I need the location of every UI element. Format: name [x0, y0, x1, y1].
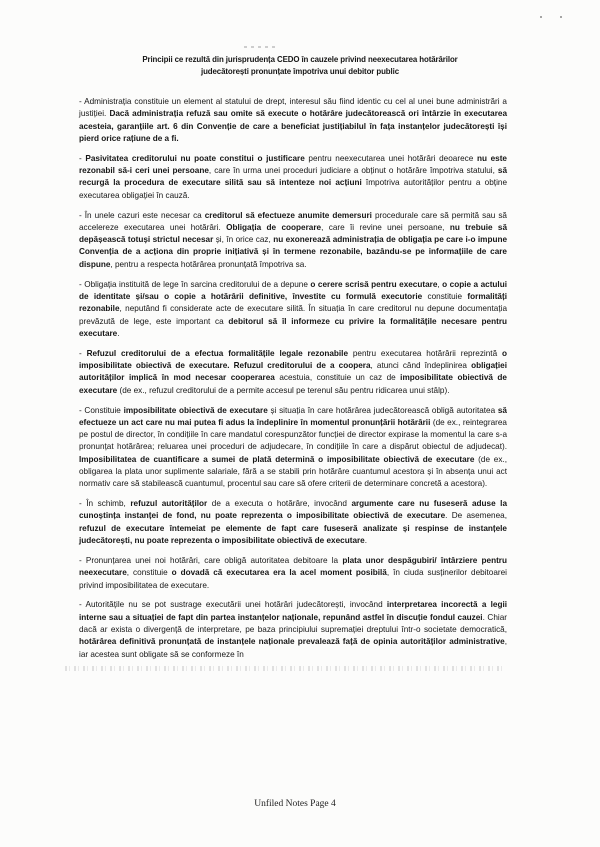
paragraph-3 — [79, 210, 507, 271]
bold-text-segment: Pasivitatea creditorului nu poate constitui o justificare — [85, 153, 305, 163]
bold-text-segment: creditorul să efectueze anumite demersuri — [204, 210, 372, 220]
bold-text-segment: Refuzul creditorului de a efectua formalitățile legale rezonabile — [86, 348, 349, 358]
bold-text-segment: obligației autorităților implică în mod necesar cooperarea — [79, 361, 507, 383]
paragraph-5 — [79, 348, 507, 397]
text-segment: (de ex., obligarea la plata unor suplimente salariale, fără a se stabili prin hotărâre cuantumul acestora și în absența unui act normativ care să stabilească cuantumul, procentul sau care să ofere criterii de determinare concretă a acestora). — [79, 454, 507, 489]
page-footer: Unfiled Notes Page 4 — [254, 799, 336, 809]
text-segment: împotriva autorităților pentru a obține executarea obligației în cauză. — [79, 178, 507, 200]
bold-text-segment: Imposibilitatea de cuantificare a sumei de plată determină o imposibilitate obiectivă de executare — [79, 454, 475, 464]
paragraph-4 — [79, 279, 507, 340]
paragraph-6 — [79, 405, 507, 491]
bold-text-segment: refuzul autorităților — [130, 499, 208, 509]
text-segment: . — [364, 536, 368, 546]
text-segment: (de ex., refuzul creditorului de a permite accesul pe terenul său pentru ridicarea unui stâlp). — [117, 385, 450, 395]
paragraph-8 — [79, 555, 507, 592]
bold-text-segment: hotărârea definitivă pronunțată de instanțele naționale prevalează față de opinia autorităților administrative — [79, 637, 505, 647]
bold-text-segment: nu este rezonabil să-i ceri unei persoane — [79, 153, 507, 176]
text-segment: - — [79, 153, 86, 163]
text-segment: , iar acestea sunt obligate să se conformeze în — [79, 637, 507, 659]
text-segment: de a executa o hotărâre, invocând — [207, 499, 352, 509]
title-line-1: Principii ce rezultă din jurisprudența CEDO în cauzele privind neexecutarea hotărârilor — [142, 55, 458, 64]
text-segment: - Obligația instituită de lege în sarcina creditorului de a depune — [79, 279, 311, 289]
paragraph-7 — [79, 498, 507, 547]
bold-text-segment: imposibilitate obiectivă de executare — [79, 373, 507, 395]
text-segment: constituie — [422, 291, 468, 301]
text-segment: , neputând fi considerate acte de executare silită. În situația în care creditorul nu depune documentația prevăzută de lege, este important ca — [79, 304, 507, 326]
text-segment: - Constituie — [79, 405, 124, 415]
text-segment: - Administrația constituie un element al statului de drept, interesul său fiind identic cu cel al unei bune administrări a justiției. — [79, 97, 507, 119]
bold-text-segment: o imposibilitate obiectivă de executare. Refuzul creditorului de a coopera — [79, 348, 507, 371]
text-segment: - — [79, 348, 87, 358]
title-line-2: judecătorești pronunțate împotriva unui debitor public — [200, 66, 399, 76]
bold-text-segment: imposibilitate obiectivă de executare — [123, 405, 268, 415]
illegible-scan-line — [65, 666, 505, 671]
text-segment: , în ciuda susținerilor debitoarei privind imposibilitatea de executare. — [79, 568, 507, 590]
text-segment: , constituie — [126, 568, 172, 578]
text-segment: . Chiar dacă ar exista o divergență de interpretare, pe baza principiului supremației dreptului într-o societate democratică, — [79, 612, 507, 635]
bold-text-segment: să recurgă la procedura de executare silită sau să intenteze noi acțiuni — [79, 166, 508, 188]
bold-text-segment: o dovadă că executarea era la acel moment posibilă — [171, 568, 387, 578]
text-segment: , care îi revine unei persoane, — [321, 222, 450, 232]
text-segment: , atunci când îndeplinirea — [370, 361, 472, 371]
bold-text-segment: refuzul de executare întemeiat pe elemente de fapt care fuseseră analizate și respinse de instanțele judecătorești, nu poate reprezenta o imposibilitate obiectivă de executare — [79, 523, 507, 546]
text-segment: și, în orice caz, — [213, 235, 274, 245]
scan-smudge — [244, 46, 278, 48]
bold-text-segment: nu exonerează administrația de obligația pe care i-o impune Convenția de a acționa din proprie inițiativă și în termene rezonabile, bazându-se pe informațiile de care dispune — [79, 235, 508, 269]
document-title — [0, 54, 600, 77]
text-segment: pentru executarea hotărârii reprezintă — [348, 348, 502, 358]
bold-text-segment: interpretarea incorectă a legii interne sau a situației de fapt din partea instanțelor naționale, repunând astfel în discuție fondul cauzei — [79, 600, 508, 622]
bold-text-segment: o cerere scrisă pentru executare — [310, 279, 438, 289]
bold-text-segment: formalități rezonabile — [79, 291, 507, 314]
text-segment: pentru neexecutarea unei hotărâri deoarece — [304, 153, 477, 163]
text-segment: , pentru a respecta hotărârea pronunțată împotriva sa. — [110, 259, 307, 269]
text-segment: . — [117, 328, 120, 338]
scan-specks — [538, 15, 568, 21]
bold-text-segment: Dacă administrația refuză sau omite să execute o hotărâre judecătorească ori întârzie în executarea acesteia, garanțiile art. 6 din Convenție de care a beneficiat justițiabilul în fața instanțelor judecătorești își pierd orice rațiune de a fi. — [79, 109, 508, 143]
text-segment: (de ex., reintegrarea pe postul de director, în condițiile în care mandatul corespunzător funcției de director expirase la momentul la care s-a pronunțat hotărârea; reluarea unei proceduri de adjudecare, în condițiile în care a dispărut obiectul de adjudecat). — [79, 417, 507, 452]
text-segment: . De asemenea, — [445, 511, 507, 521]
text-segment: - În schimb, — [79, 499, 131, 509]
paragraph-2 — [79, 153, 507, 202]
bold-text-segment: nu trebuie să depășească totuși strictul necesar — [79, 222, 508, 245]
bold-text-segment: o copie a actului de identitate și/sau o copie a hotărârii definitive, învestite cu formulă executorie — [79, 279, 507, 301]
bold-text-segment: debitorul să îl informeze cu privire la formalitățile necesare pentru executare — [79, 316, 508, 338]
text-segment: procedurale care să permită sau să accelereze executarea unei hotărâri. — [79, 210, 507, 232]
text-segment: , — [437, 279, 443, 289]
bold-text-segment: să efectueze un act care nu mai putea fi adus la îndeplinire în momentul pronunțării hotărârii — [79, 405, 507, 427]
bold-text-segment: argumente care nu fuseseră aduse la cunoștința instanței de fond, nu poate reprezenta o imposibilitate obiectivă de executare — [79, 499, 507, 521]
text-segment: și situația în care hotărârea judecătorească obligă autoritatea — [267, 405, 498, 415]
text-segment: , care în urma unei proceduri judiciare a obținut o hotărâre împotriva statului, — [208, 166, 498, 176]
bold-text-segment: Obligația de cooperare — [226, 222, 322, 232]
bold-text-segment: plata unor despăgubiri/ întârziere pentru neexecutare — [79, 555, 507, 578]
paragraph-9 — [79, 599, 507, 660]
paragraph-1 — [79, 96, 507, 145]
text-segment: acestuia, constituie un caz de — [274, 373, 401, 383]
document-body — [79, 96, 507, 671]
text-segment: - Autoritățile nu se pot sustrage executării unei hotărâri judecătorești, invocând — [79, 600, 387, 610]
text-segment: - Pronunțarea unei noi hotărâri, care obligă autoritatea debitoare la — [79, 555, 343, 565]
text-segment: - În unele cazuri este necesar ca — [79, 210, 205, 220]
